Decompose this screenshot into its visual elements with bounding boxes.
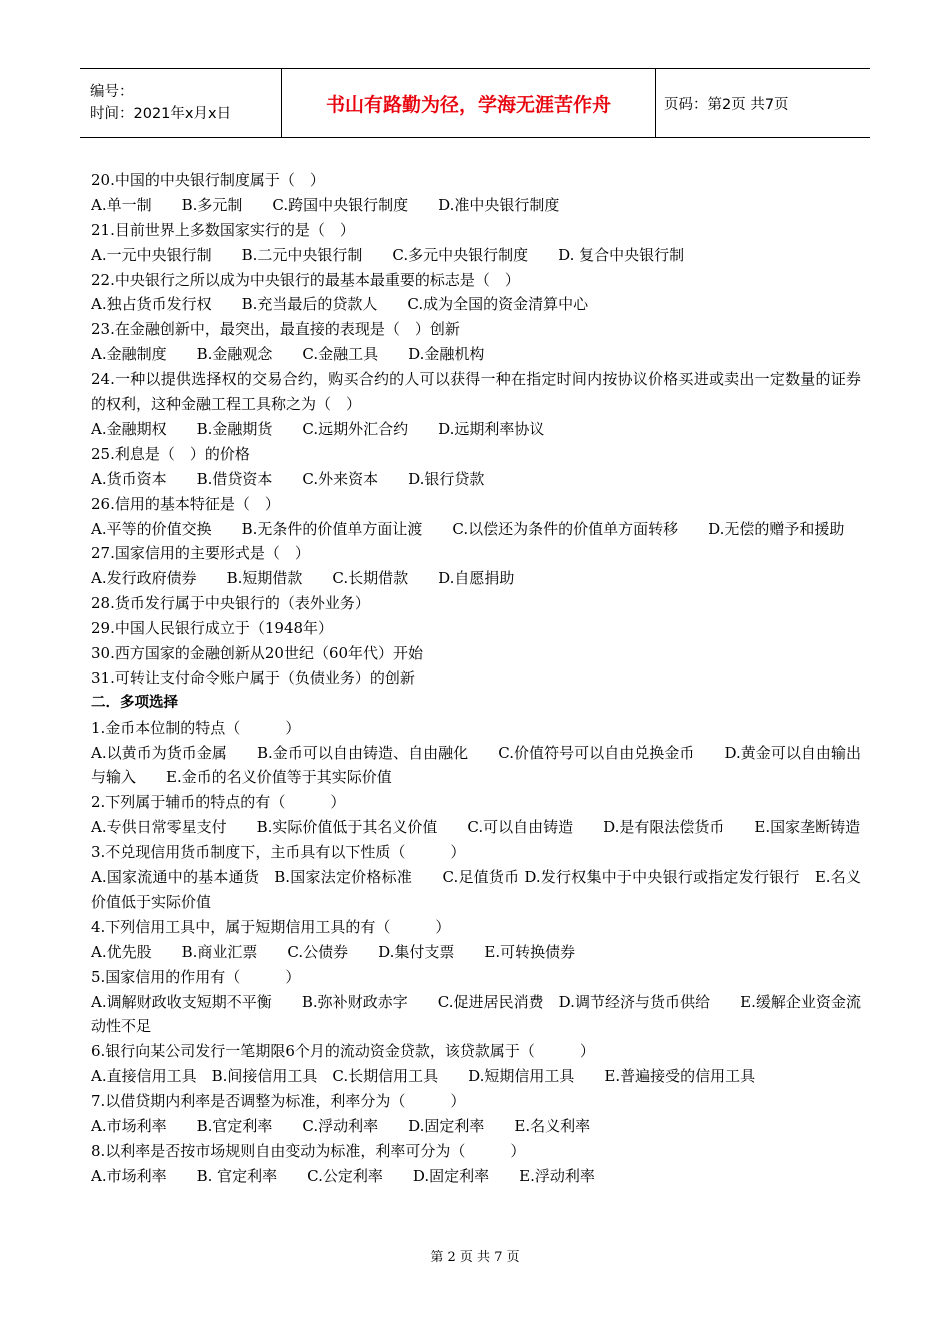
answer-30: 30.西方国家的金融创新从20世纪（60年代）开始 [91, 643, 424, 662]
options-22: A.独占货币发行权 B.充当最后的贷款人 C.成为全国的资金清算中心 [91, 295, 589, 314]
question-24: 24.一种以提供选择权的交易合约，购买合约的人可以获得一种在指定时间内按协议价格买进或卖出一定数量的证券的权利，这种金融工程工具称之为（ ） [91, 370, 861, 414]
mc-question-1: 1.金币本位制的特点（ ） [91, 718, 301, 737]
mc-options-7: A.市场利率 B.官定利率 C.浮动利率 D.固定利率 E.名义利率 [91, 1117, 591, 1135]
mc-options-6: A.直接信用工具 B.间接信用工具 C.长期信用工具 D.短期信用工具 E.普遍接受的信用工具 [91, 1067, 756, 1086]
header-left [80, 69, 281, 137]
number-label: 编号： [90, 84, 134, 100]
question-23: 23.在金融创新中，最突出，最直接的表现是（ ）创新 [91, 320, 460, 339]
mc-options-5: A.调解财政收支短期不平衡 B.弥补财政赤字 C.促进居民消费 D.调节经济与货币供给 E.缓解企业资金流动性不足 [91, 992, 861, 1036]
options-21: A.一元中央银行制 B.二元中央银行制 C.多元中央银行制度 D. 复合中央银行制 [91, 245, 685, 264]
options-24: A.金融期权 B.金融期货 C.远期外汇合约 D.远期利率协议 [91, 419, 545, 438]
page-footer: 第 2 页 共 7 页 [430, 1250, 520, 1265]
header-page-info [656, 69, 870, 137]
mc-question-2: 2.下列属于辅币的特点的有（ ） [91, 793, 346, 812]
section-heading-multiple-choice: 二．多项选择 [91, 694, 178, 711]
answer-31: 31.可转让支付命令账户属于（负债业务）的创新 [91, 668, 415, 687]
answer-28: 28.货币发行属于中央银行的（表外业务） [91, 594, 370, 613]
mc-question-7: 7.以借贷期内利率是否调整为标准，利率分为（ ） [91, 1092, 466, 1111]
mc-options-2: A.专供日常零星支付 B.实际价值低于其名义价值 C.可以自由铸造 D.是有限法偿货币 E.国家垄断铸造 [91, 818, 861, 837]
question-25: 25.利息是（ ）的价格 [91, 444, 250, 463]
options-23: A.金融制度 B.金融观念 C.金融工具 D.金融机构 [91, 345, 485, 364]
mc-question-6: 6.银行向某公司发行一笔期限6个月的流动资金贷款，该贷款属于（ ） [91, 1042, 595, 1061]
mc-question-8: 8.以利率是否按市场规则自由变动为标准，利率可分为（ ） [91, 1141, 526, 1160]
options-25: A.货币资本 B.借贷资本 C.外来资本 D.银行贷款 [91, 469, 485, 488]
question-26: 26.信用的基本特征是（ ） [91, 494, 280, 513]
question-27: 27.国家信用的主要形式是（ ） [91, 544, 310, 563]
question-body [91, 168, 861, 1189]
mc-options-1: A.以黄币为货币金属 B.金币可以自由铸造、自由融化 C.价值符号可以自由兑换金币 D.黄金可以自由输出与输入 E.金币的名义价值等于其实际价值 [91, 743, 861, 787]
page-header [80, 68, 870, 138]
mc-options-8: A.市场利率 B. 官定利率 C.公定利率 D.固定利率 E.浮动利率 [91, 1166, 595, 1185]
page-info-text: 页码：第2页 共7页 [664, 96, 789, 113]
options-27: A.发行政府债券 B.短期借款 C.长期借款 D.自愿捐助 [91, 569, 515, 588]
options-26: A.平等的价值交换 B.无条件的价值单方面让渡 C.以偿还为条件的价值单方面转移 D.无偿的赠予和援助 [91, 519, 845, 538]
question-20: 20.中国的中央银行制度属于（ ） [91, 171, 325, 189]
question-22: 22.中央银行之所以成为中央银行的最基本最重要的标志是（ ） [91, 270, 520, 289]
mc-question-3: 3.不兑现信用货币制度下，主币具有以下性质（ ） [91, 843, 466, 862]
date-label: 时间：2021年x月x日 [90, 106, 232, 122]
header-motto [281, 69, 656, 137]
mc-question-5: 5.国家信用的作用有（ ） [91, 967, 301, 986]
mc-options-4: A.优先股 B.商业汇票 C.公债券 D.集付支票 E.可转换债券 [91, 942, 576, 961]
mc-options-3: A.国家流通中的基本通货 B.国家法定价格标准 C.足值货币 D.发行权集中于中央银行或指定发行银行 E.名义价值低于实际价值 [91, 868, 861, 911]
question-21: 21.目前世界上多数国家实行的是（ ） [91, 220, 355, 239]
answer-29: 29.中国人民银行成立于（1948年） [91, 619, 334, 638]
options-20: A.单一制 B.多元制 C.跨国中央银行制度 D.准中央银行制度 [91, 195, 560, 214]
motto-text: 书山有路勤为径，学海无涯苦作舟 [325, 93, 611, 116]
mc-question-4: 4.下列信用工具中，属于短期信用工具的有（ ） [91, 917, 451, 936]
